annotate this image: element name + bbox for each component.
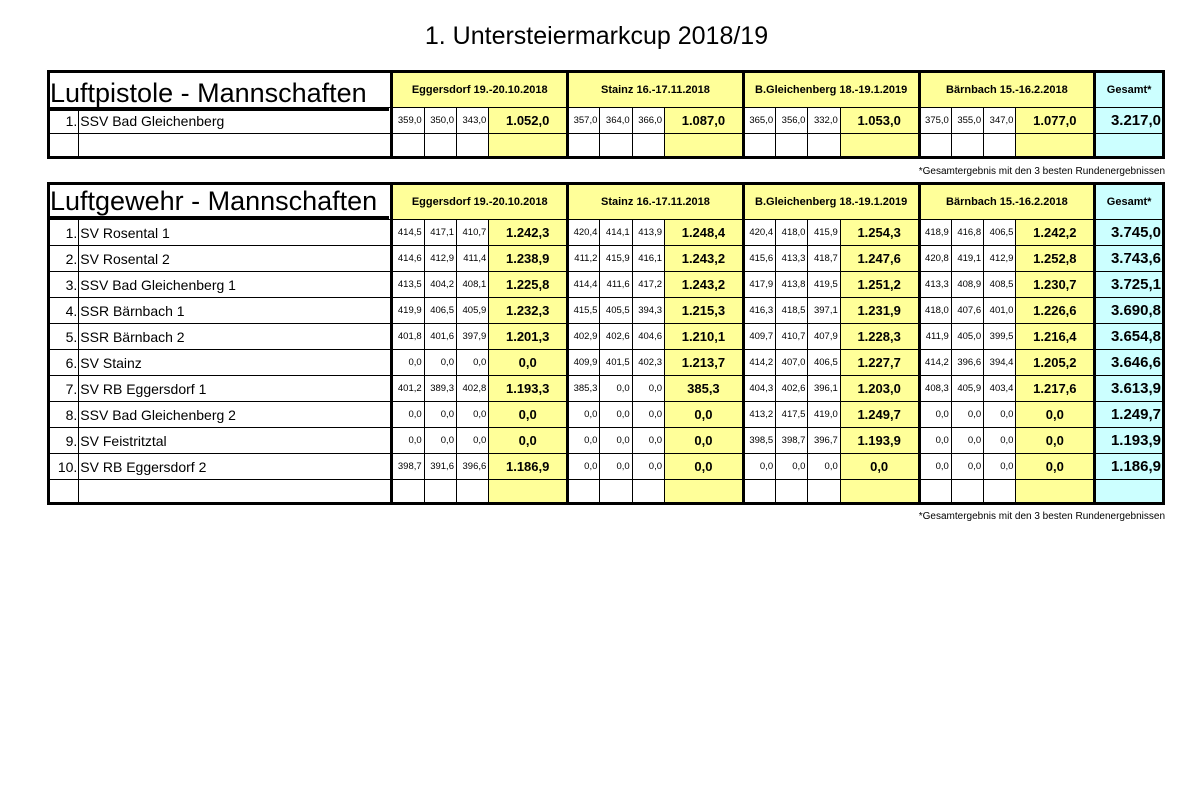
empty-cell (919, 480, 951, 504)
shot-score: 0,0 (568, 428, 600, 454)
shot-score: 366,0 (632, 108, 664, 134)
shot-score: 413,5 (392, 272, 424, 298)
shot-score: 419,9 (392, 298, 424, 324)
empty-cell (568, 480, 600, 504)
empty-cell (1016, 480, 1095, 504)
shot-score: 418,0 (776, 220, 808, 246)
shot-score: 413,2 (743, 402, 775, 428)
shot-score: 332,0 (808, 108, 840, 134)
round-sum: 1.225,8 (489, 272, 568, 298)
empty-cell (392, 134, 424, 158)
shot-score: 0,0 (424, 350, 456, 376)
table-row (49, 298, 1164, 324)
shot-score: 420,4 (568, 220, 600, 246)
shot-score: 401,0 (984, 298, 1016, 324)
shot-score: 0,0 (984, 402, 1016, 428)
shot-score: 343,0 (456, 108, 488, 134)
empty-cell (456, 134, 488, 158)
rank-cell: 1. (49, 220, 79, 246)
column-header-round: Bärnbach 15.-16.2.2018 (919, 184, 1095, 220)
team-name: SSR Bärnbach 1 (79, 298, 392, 324)
shot-score: 394,4 (984, 350, 1016, 376)
shot-score: 0,0 (392, 428, 424, 454)
empty-cell (743, 134, 775, 158)
shot-score: 375,0 (919, 108, 951, 134)
table-row (49, 324, 1164, 350)
shot-score: 401,6 (424, 324, 456, 350)
shot-score: 0,0 (456, 428, 488, 454)
empty-cell (776, 134, 808, 158)
shot-score: 0,0 (392, 402, 424, 428)
table-row (49, 220, 1164, 246)
round-sum: 0,0 (489, 350, 568, 376)
table-row (49, 376, 1164, 402)
empty-cell (840, 134, 919, 158)
total-score: 3.217,0 (1095, 108, 1164, 134)
round-sum: 1.242,2 (1016, 220, 1095, 246)
round-sum: 0,0 (840, 454, 919, 480)
empty-cell (600, 480, 632, 504)
round-sum: 0,0 (665, 428, 744, 454)
team-name: SSV Bad Gleichenberg 2 (79, 402, 392, 428)
rank-cell: 8. (49, 402, 79, 428)
shot-score: 0,0 (424, 428, 456, 454)
round-sum: 0,0 (1016, 454, 1095, 480)
shot-score: 0,0 (919, 454, 951, 480)
column-header-total: Gesamt* (1095, 72, 1164, 108)
shot-score: 408,1 (456, 272, 488, 298)
shot-score: 410,7 (776, 324, 808, 350)
shot-score: 0,0 (632, 454, 664, 480)
shot-score: 415,9 (808, 220, 840, 246)
team-name: SSV Bad Gleichenberg (79, 108, 392, 134)
shot-score: 408,3 (919, 376, 951, 402)
round-sum: 0,0 (1016, 402, 1095, 428)
shot-score: 412,9 (984, 246, 1016, 272)
shot-score: 411,9 (919, 324, 951, 350)
column-header-round: Stainz 16.-17.11.2018 (568, 72, 744, 108)
shot-score: 0,0 (600, 454, 632, 480)
total-score: 3.690,8 (1095, 298, 1164, 324)
empty-cell (808, 134, 840, 158)
shot-score: 396,6 (456, 454, 488, 480)
results-table (47, 182, 1165, 505)
shot-score: 407,0 (776, 350, 808, 376)
empty-cell (951, 134, 983, 158)
table-row (49, 246, 1164, 272)
shot-score: 0,0 (600, 428, 632, 454)
shot-score: 398,7 (776, 428, 808, 454)
shot-score: 420,8 (919, 246, 951, 272)
shot-score: 396,6 (951, 350, 983, 376)
empty-cell (489, 480, 568, 504)
team-name: SV Rosental 2 (79, 246, 392, 272)
shot-score: 418,7 (808, 246, 840, 272)
round-sum: 1.193,9 (840, 428, 919, 454)
shot-score: 402,6 (776, 376, 808, 402)
column-header-round: Bärnbach 15.-16.2.2018 (919, 72, 1095, 108)
section-luftgewehr (47, 182, 1165, 527)
shot-score: 415,5 (568, 298, 600, 324)
shot-score: 357,0 (568, 108, 600, 134)
column-header-round: B.Gleichenberg 18.-19.1.2019 (743, 72, 919, 108)
rank-cell: 3. (49, 272, 79, 298)
shot-score: 414,1 (600, 220, 632, 246)
header-spacer (49, 184, 392, 220)
empty-cell (951, 480, 983, 504)
shot-score: 417,2 (632, 272, 664, 298)
total-score: 3.646,6 (1095, 350, 1164, 376)
empty-cell (49, 134, 79, 158)
shot-score: 408,5 (984, 272, 1016, 298)
rank-cell: 6. (49, 350, 79, 376)
team-name: SV Rosental 1 (79, 220, 392, 246)
shot-score: 407,6 (951, 298, 983, 324)
shot-score: 0,0 (632, 428, 664, 454)
shot-score: 420,4 (743, 220, 775, 246)
table-row (49, 402, 1164, 428)
empty-cell (776, 480, 808, 504)
round-sum: 1.193,3 (489, 376, 568, 402)
table-row (49, 428, 1164, 454)
shot-score: 409,9 (568, 350, 600, 376)
round-sum: 1.230,7 (1016, 272, 1095, 298)
total-score: 3.743,6 (1095, 246, 1164, 272)
shot-score: 404,3 (743, 376, 775, 402)
empty-cell (392, 480, 424, 504)
empty-cell (984, 480, 1016, 504)
column-header-round: Eggersdorf 19.-20.10.2018 (392, 184, 568, 220)
rank-cell: 10. (49, 454, 79, 480)
round-sum: 1.205,2 (1016, 350, 1095, 376)
total-score: 3.654,8 (1095, 324, 1164, 350)
column-header-total: Gesamt* (1095, 184, 1164, 220)
round-sum: 1.217,6 (1016, 376, 1095, 402)
team-name: SV RB Eggersdorf 2 (79, 454, 392, 480)
shot-score: 410,7 (456, 220, 488, 246)
empty-cell (743, 480, 775, 504)
shot-score: 397,9 (456, 324, 488, 350)
empty-cell (984, 134, 1016, 158)
total-score: 3.613,9 (1095, 376, 1164, 402)
shot-score: 414,6 (392, 246, 424, 272)
shot-score: 397,1 (808, 298, 840, 324)
table-row (49, 272, 1164, 298)
round-sum: 1.251,2 (840, 272, 919, 298)
shot-score: 402,6 (600, 324, 632, 350)
shot-score: 0,0 (600, 376, 632, 402)
round-sum: 0,0 (1016, 428, 1095, 454)
shot-score: 0,0 (456, 402, 488, 428)
rank-cell: 1. (49, 108, 79, 134)
shot-score: 413,3 (776, 246, 808, 272)
round-sum: 1.201,3 (489, 324, 568, 350)
round-sum: 1.252,8 (1016, 246, 1095, 272)
round-sum: 1.186,9 (489, 454, 568, 480)
shot-score: 347,0 (984, 108, 1016, 134)
shot-score: 411,2 (568, 246, 600, 272)
shot-score: 399,5 (984, 324, 1016, 350)
total-score: 3.725,1 (1095, 272, 1164, 298)
shot-score: 0,0 (776, 454, 808, 480)
empty-cell (665, 480, 744, 504)
shot-score: 0,0 (743, 454, 775, 480)
shot-score: 0,0 (600, 402, 632, 428)
shot-score: 0,0 (984, 454, 1016, 480)
table-row (49, 350, 1164, 376)
empty-cell (568, 134, 600, 158)
page-title: 1. Untersteiermarkcup 2018/19 (424, 22, 769, 50)
total-score: 1.186,9 (1095, 454, 1164, 480)
shot-score: 402,8 (456, 376, 488, 402)
shot-score: 418,9 (919, 220, 951, 246)
shot-score: 394,3 (632, 298, 664, 324)
empty-row (49, 134, 1164, 158)
shot-score: 417,9 (743, 272, 775, 298)
shot-score: 407,9 (808, 324, 840, 350)
shot-score: 405,9 (456, 298, 488, 324)
shot-score: 0,0 (632, 376, 664, 402)
footnote: *Gesamtergebnis mit den 3 besten Rundenergebnissen (918, 166, 1165, 177)
round-sum: 1.213,7 (665, 350, 744, 376)
section-luftpistole (47, 70, 1165, 180)
shot-score: 404,2 (424, 272, 456, 298)
rank-cell: 2. (49, 246, 79, 272)
column-header-round: Eggersdorf 19.-20.10.2018 (392, 72, 568, 108)
shot-score: 0,0 (568, 454, 600, 480)
shot-score: 398,7 (392, 454, 424, 480)
shot-score: 401,5 (600, 350, 632, 376)
table-header-row (49, 72, 1164, 108)
footnote: *Gesamtergebnis mit den 3 besten Rundenergebnissen (918, 511, 1165, 522)
shot-score: 411,4 (456, 246, 488, 272)
round-sum: 1.231,9 (840, 298, 919, 324)
team-name: SV RB Eggersdorf 1 (79, 376, 392, 402)
empty-cell (424, 480, 456, 504)
shot-score: 406,5 (984, 220, 1016, 246)
empty-cell (79, 134, 392, 158)
shot-score: 0,0 (424, 402, 456, 428)
section-heading: Luftpistole - Mannschaften (50, 78, 367, 108)
empty-row (49, 480, 1164, 504)
round-sum: 1.215,3 (665, 298, 744, 324)
team-name: SSR Bärnbach 2 (79, 324, 392, 350)
shot-score: 418,5 (776, 298, 808, 324)
shot-score: 406,5 (424, 298, 456, 324)
shot-score: 401,2 (392, 376, 424, 402)
section-heading: Luftgewehr - Mannschaften (50, 186, 378, 216)
round-sum: 1.087,0 (665, 108, 744, 134)
empty-cell (632, 134, 664, 158)
round-sum: 1.243,2 (665, 272, 744, 298)
round-sum: 1.226,6 (1016, 298, 1095, 324)
table-header-row (49, 184, 1164, 220)
shot-score: 414,2 (919, 350, 951, 376)
empty-cell (489, 134, 568, 158)
shot-score: 405,5 (600, 298, 632, 324)
total-score: 1.249,7 (1095, 402, 1164, 428)
header-spacer (49, 72, 392, 108)
rank-cell: 9. (49, 428, 79, 454)
shot-score: 355,0 (951, 108, 983, 134)
table-row (49, 454, 1164, 480)
shot-score: 414,2 (743, 350, 775, 376)
results-table (47, 70, 1165, 159)
empty-cell (1095, 480, 1164, 504)
shot-score: 419,5 (808, 272, 840, 298)
round-sum: 1.243,2 (665, 246, 744, 272)
shot-score: 0,0 (951, 454, 983, 480)
empty-cell (808, 480, 840, 504)
shot-score: 0,0 (951, 428, 983, 454)
team-name: SV Stainz (79, 350, 392, 376)
shot-score: 389,3 (424, 376, 456, 402)
shot-score: 350,0 (424, 108, 456, 134)
shot-score: 409,7 (743, 324, 775, 350)
shot-score: 419,1 (951, 246, 983, 272)
shot-score: 415,9 (600, 246, 632, 272)
shot-score: 414,4 (568, 272, 600, 298)
shot-score: 391,6 (424, 454, 456, 480)
round-sum: 1.247,6 (840, 246, 919, 272)
table-row (49, 108, 1164, 134)
empty-cell (456, 480, 488, 504)
shot-score: 0,0 (808, 454, 840, 480)
shot-score: 405,0 (951, 324, 983, 350)
shot-score: 416,8 (951, 220, 983, 246)
round-sum: 0,0 (489, 428, 568, 454)
empty-cell (632, 480, 664, 504)
shot-score: 413,8 (776, 272, 808, 298)
rank-cell: 5. (49, 324, 79, 350)
empty-cell (600, 134, 632, 158)
shot-score: 364,0 (600, 108, 632, 134)
shot-score: 415,6 (743, 246, 775, 272)
shot-score: 417,1 (424, 220, 456, 246)
shot-score: 408,9 (951, 272, 983, 298)
shot-score: 417,5 (776, 402, 808, 428)
round-sum: 1.248,4 (665, 220, 744, 246)
round-sum: 1.254,3 (840, 220, 919, 246)
shot-score: 414,5 (392, 220, 424, 246)
shot-score: 406,5 (808, 350, 840, 376)
shot-score: 402,9 (568, 324, 600, 350)
round-sum: 1.077,0 (1016, 108, 1095, 134)
empty-cell (840, 480, 919, 504)
shot-score: 0,0 (919, 402, 951, 428)
round-sum: 1.242,3 (489, 220, 568, 246)
round-sum: 1.238,9 (489, 246, 568, 272)
round-sum: 1.228,3 (840, 324, 919, 350)
shot-score: 396,7 (808, 428, 840, 454)
shot-score: 413,3 (919, 272, 951, 298)
shot-score: 419,0 (808, 402, 840, 428)
round-sum: 385,3 (665, 376, 744, 402)
empty-cell (424, 134, 456, 158)
shot-score: 0,0 (951, 402, 983, 428)
round-sum: 1.053,0 (840, 108, 919, 134)
shot-score: 396,1 (808, 376, 840, 402)
total-score: 1.193,9 (1095, 428, 1164, 454)
shot-score: 0,0 (568, 402, 600, 428)
shot-score: 413,9 (632, 220, 664, 246)
shot-score: 0,0 (392, 350, 424, 376)
shot-score: 385,3 (568, 376, 600, 402)
shot-score: 412,9 (424, 246, 456, 272)
round-sum: 1.216,4 (1016, 324, 1095, 350)
column-header-round: Stainz 16.-17.11.2018 (568, 184, 744, 220)
round-sum: 1.210,1 (665, 324, 744, 350)
shot-score: 0,0 (632, 402, 664, 428)
shot-score: 418,0 (919, 298, 951, 324)
shot-score: 402,3 (632, 350, 664, 376)
round-sum: 1.227,7 (840, 350, 919, 376)
shot-score: 411,6 (600, 272, 632, 298)
rank-cell: 7. (49, 376, 79, 402)
shot-score: 416,1 (632, 246, 664, 272)
empty-cell (919, 134, 951, 158)
empty-cell (665, 134, 744, 158)
team-name: SSV Bad Gleichenberg 1 (79, 272, 392, 298)
round-sum: 1.203,0 (840, 376, 919, 402)
shot-score: 398,5 (743, 428, 775, 454)
shot-score: 403,4 (984, 376, 1016, 402)
round-sum: 1.052,0 (489, 108, 568, 134)
empty-cell (79, 480, 392, 504)
round-sum: 1.232,3 (489, 298, 568, 324)
column-header-round: B.Gleichenberg 18.-19.1.2019 (743, 184, 919, 220)
empty-cell (49, 480, 79, 504)
empty-cell (1095, 134, 1164, 158)
shot-score: 0,0 (984, 428, 1016, 454)
round-sum: 0,0 (665, 402, 744, 428)
shot-score: 365,0 (743, 108, 775, 134)
round-sum: 0,0 (489, 402, 568, 428)
round-sum: 1.249,7 (840, 402, 919, 428)
empty-cell (1016, 134, 1095, 158)
shot-score: 0,0 (456, 350, 488, 376)
round-sum: 0,0 (665, 454, 744, 480)
total-score: 3.745,0 (1095, 220, 1164, 246)
shot-score: 356,0 (776, 108, 808, 134)
team-name: SV Feistritztal (79, 428, 392, 454)
shot-score: 405,9 (951, 376, 983, 402)
shot-score: 0,0 (919, 428, 951, 454)
rank-cell: 4. (49, 298, 79, 324)
shot-score: 401,8 (392, 324, 424, 350)
shot-score: 359,0 (392, 108, 424, 134)
shot-score: 404,6 (632, 324, 664, 350)
shot-score: 416,3 (743, 298, 775, 324)
